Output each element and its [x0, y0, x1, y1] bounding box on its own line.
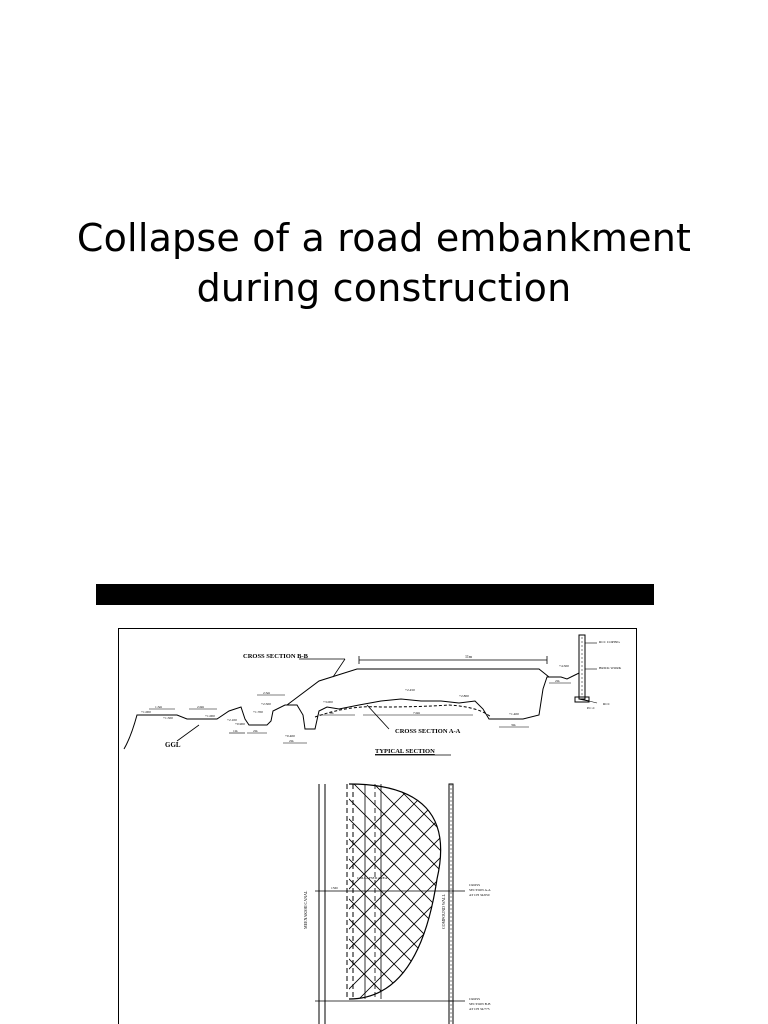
- engineering-drawing: [118, 628, 637, 1024]
- collapsed-area-hatch: [169, 779, 637, 1024]
- section-aa-note-1: CROSS: [469, 883, 481, 887]
- level-11: +2.800: [459, 694, 469, 698]
- compound-wall-label: COMPOUND WALL: [441, 894, 446, 929]
- black-header-bar: [96, 584, 654, 605]
- level-2: +1.500: [163, 716, 173, 720]
- dim-2: 2.0m: [197, 705, 205, 709]
- section-aa-note-3: AT CH 34/650: [469, 893, 490, 897]
- level-7: +1.700: [253, 710, 263, 714]
- section-bb-note-3: AT CH 34/775: [469, 1007, 490, 1011]
- dim-top-span: 11m: [465, 654, 472, 659]
- level-12: +1.400: [509, 712, 519, 716]
- level-6: +2.500: [261, 702, 271, 706]
- section-aa-note-2: SECTION A-A: [469, 888, 491, 892]
- rcc-coping-label: RCC COPING: [599, 640, 620, 644]
- level-5: +2.100: [227, 718, 237, 722]
- dim-5: 2m: [253, 729, 258, 733]
- level-10: +3.000: [323, 700, 333, 704]
- pcc-label: P.C.C: [587, 706, 595, 710]
- ground-profile-line: [124, 673, 589, 749]
- dim-9: 3m: [511, 723, 516, 727]
- level-13: +4.500: [559, 664, 569, 668]
- level-3: +1.000: [205, 714, 215, 718]
- section-bb-label: CROSS SECTION B-B: [243, 653, 309, 660]
- dim-8: 7.0m: [413, 711, 421, 715]
- typical-section-label: TYPICAL SECTION: [375, 748, 435, 755]
- ggl-label: GGL: [165, 741, 181, 749]
- drawing-svg: [119, 629, 637, 1024]
- collapsed-area-label: COLLAPSED AREA: [357, 876, 388, 880]
- dim-6: 2m: [289, 739, 294, 743]
- brick-work-label: BRICK WORK: [599, 666, 622, 670]
- level-8: +0.400: [285, 734, 295, 738]
- canal-label: MEENAKSHI CANAL: [303, 890, 308, 929]
- dim-3: 2.5m: [263, 691, 271, 695]
- slide-title: [0, 213, 768, 313]
- dim-10: 2m: [555, 679, 560, 683]
- dim-1: 1.5m: [155, 705, 163, 709]
- dim-7: 3m: [329, 711, 334, 715]
- section-bb-note-2: SECTION B-B: [469, 1002, 491, 1006]
- width-label: 15M: [331, 886, 338, 890]
- rcc-label: RCC: [603, 702, 611, 706]
- section-aa-label: CROSS SECTION A-A: [395, 728, 461, 735]
- level-1: +1.000: [141, 710, 151, 714]
- level-4: +0.900: [235, 722, 245, 726]
- dim-4: 1m: [233, 729, 238, 733]
- level-9: +2.450: [405, 688, 415, 692]
- slide-title-line-1: Collapse of a road embankment: [76, 216, 692, 261]
- section-bb-note-1: CROSS: [469, 997, 481, 1001]
- slide-title-line-2: during construction: [196, 266, 572, 311]
